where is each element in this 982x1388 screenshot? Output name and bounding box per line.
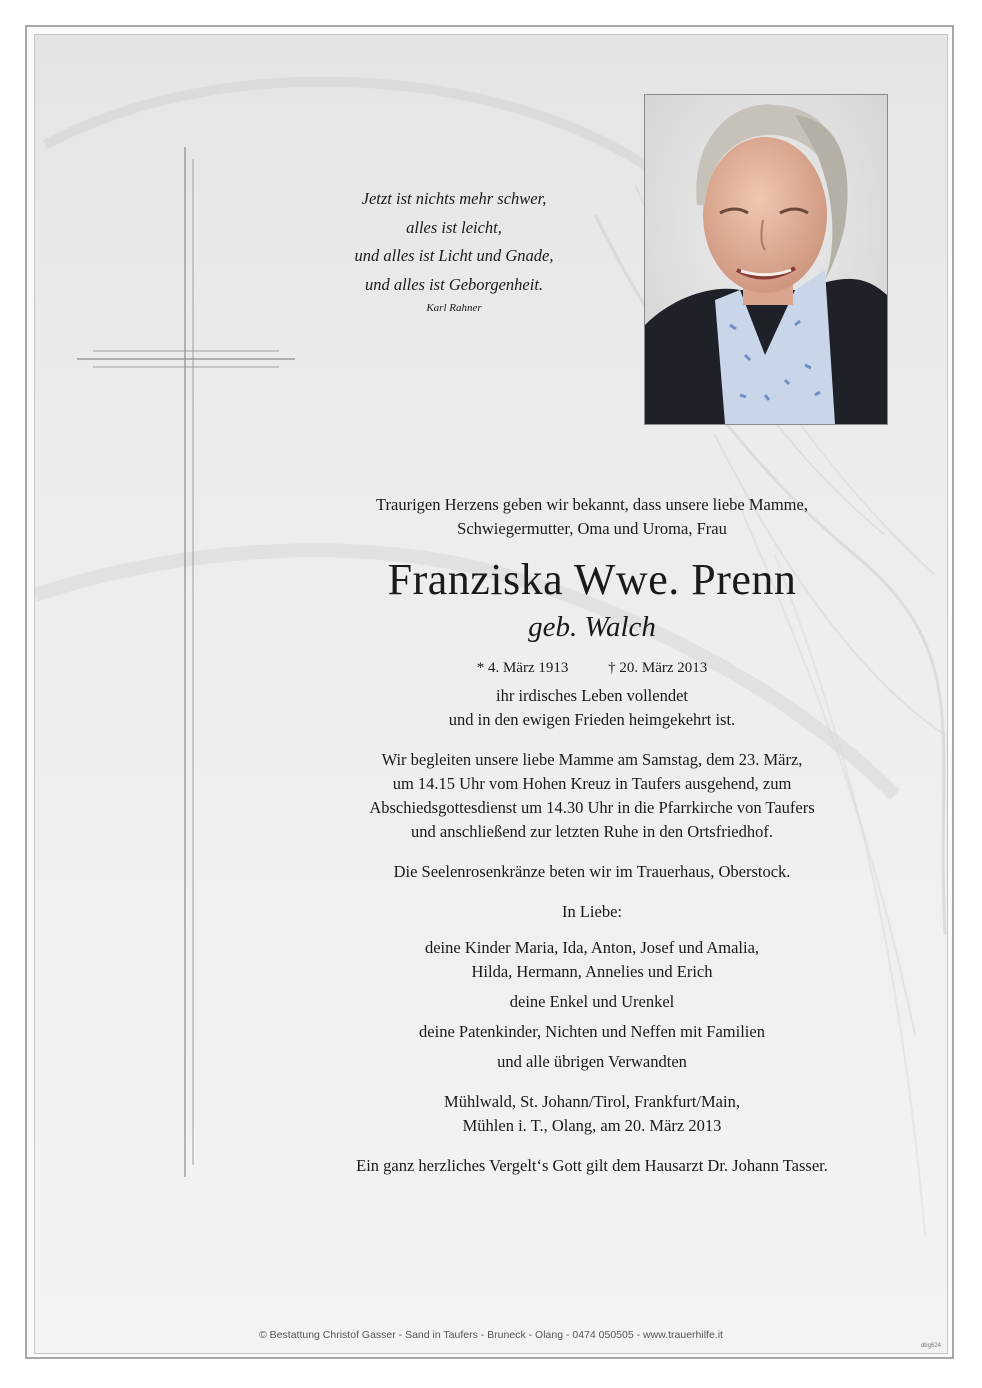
obituary-text: [305, 493, 879, 1178]
quote-line: Jetzt ist nichts mehr schwer,: [361, 189, 547, 208]
deceased-name: Franziska Wwe. Prenn: [387, 555, 797, 604]
mourners-children: [305, 936, 879, 984]
funeral-details: [305, 748, 879, 844]
mourners-heading: In Liebe:: [561, 902, 622, 921]
mourners-godchildren: deine Patenkinder, Nichten und Neffen mit Familien: [419, 1022, 765, 1041]
places-and-date: [305, 1090, 879, 1138]
quote-block: [269, 185, 639, 315]
footer-credit: © Bestattung Christof Gasser - Sand in Taufers - Bruneck - Olang - 0474 050505 - www.trauerhilfe.it: [259, 1329, 723, 1341]
quote-line: und alles ist Geborgenheit.: [364, 274, 544, 294]
birth-date: * 4. März 1913: [476, 660, 569, 676]
intro-line: Schwiegermutter, Oma und Uroma, Frau: [457, 519, 727, 538]
quote-author: Karl Rahner: [426, 302, 482, 314]
announcement-intro: [305, 493, 879, 541]
children-line: deine Kinder Maria, Ida, Anton, Josef und Amalia,: [424, 938, 760, 957]
passing-line: ihr irdisches Leben vollendet: [496, 686, 688, 705]
quote-line: und alles ist Licht und Gnade,: [354, 246, 554, 265]
passing-text: [305, 684, 879, 732]
obituary-card: [34, 34, 948, 1354]
mourners-relatives: und alle übrigen Verwandten: [497, 1052, 687, 1071]
quote-line: alles ist leicht,: [406, 217, 502, 237]
life-dates: [305, 658, 879, 678]
rosary-notice: Die Seelenrosenkränze beten wir im Trauerhaus, Oberstock.: [393, 862, 791, 881]
thanks-note: Ein ganz herzliches Vergelt‘s Gott gilt dem Hausarzt Dr. Johann Tasser.: [356, 1156, 828, 1175]
template-code: dbg624: [920, 1343, 941, 1349]
places-line: Mühlen i. T., Olang, am 20. März 2013: [462, 1116, 722, 1135]
funeral-line: Wir begleiten unsere liebe Mamme am Samstag, dem 23. März,: [381, 750, 803, 769]
intro-line: Traurigen Herzens geben wir bekannt, dass unsere liebe Mamme,: [376, 495, 808, 514]
passing-line: und in den ewigen Frieden heimgekehrt ist.: [448, 710, 736, 729]
funeral-line: um 14.15 Uhr vom Hohen Kreuz in Taufers ausgehend, zum: [392, 774, 792, 793]
portrait-photo: [644, 94, 888, 425]
cross-icon: [77, 147, 297, 1177]
death-date: † 20. März 2013: [608, 660, 708, 676]
funeral-line: Abschiedsgottesdienst um 14.30 Uhr in die Pfarrkirche von Taufers: [369, 798, 815, 817]
funeral-line: und anschließend zur letzten Ruhe in den Ortsfriedhof.: [411, 822, 773, 841]
places-line: Mühlwald, St. Johann/Tirol, Frankfurt/Main,: [444, 1092, 740, 1111]
mourners-grandchildren: deine Enkel und Urenkel: [509, 992, 675, 1011]
children-line: Hilda, Hermann, Annelies und Erich: [471, 962, 713, 981]
maiden-name: geb. Walch: [528, 611, 656, 643]
